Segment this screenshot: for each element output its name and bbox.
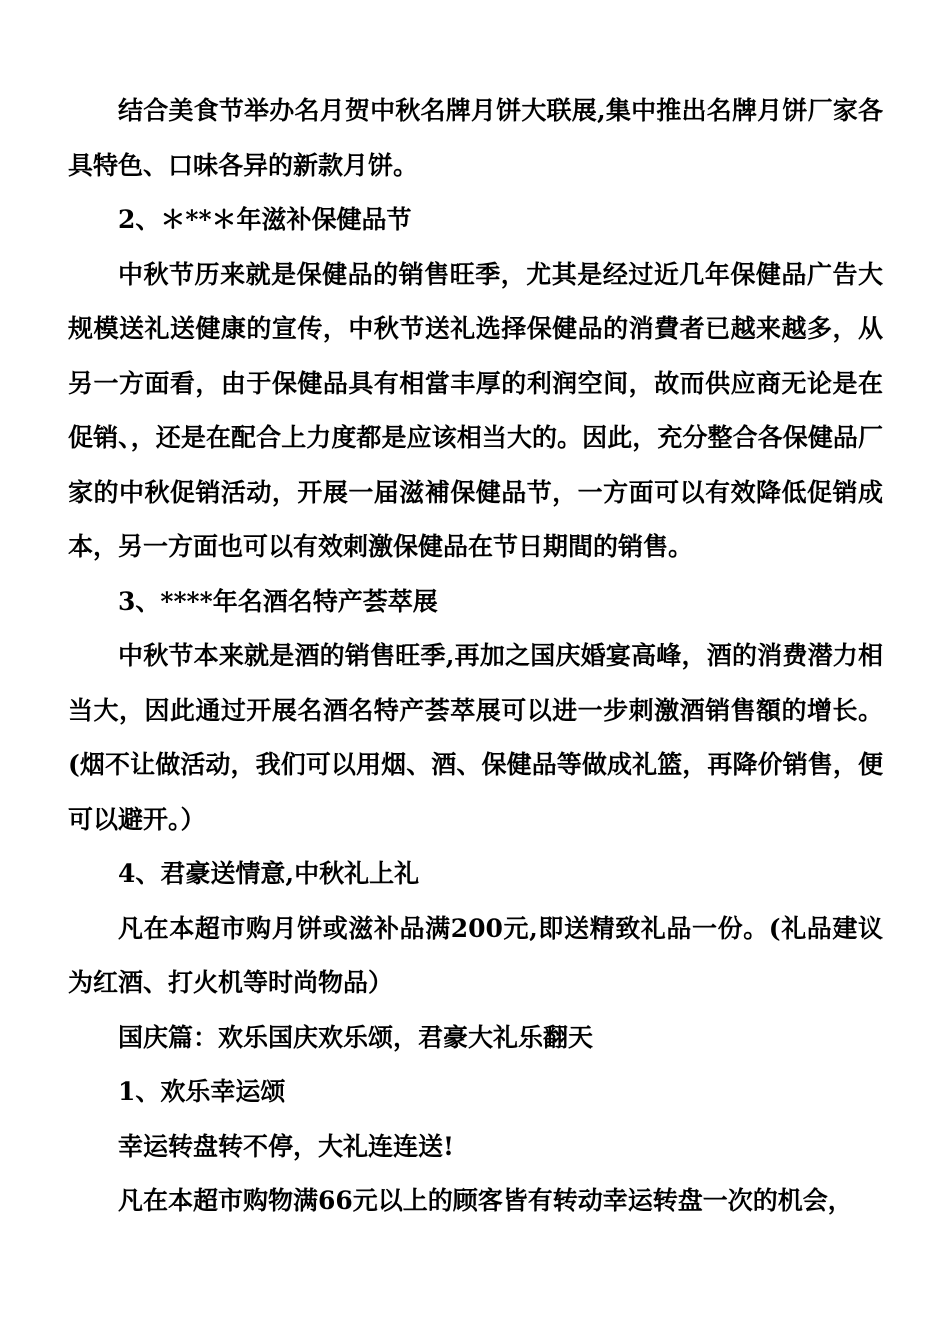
paragraph-lucky-wheel-rule: 凡在本超市购物满66元以上的顾客皆有转动幸运转盘一次的机会， [118,1186,853,1215]
document-body [68,84,883,1229]
paragraph-mooncake-expo: 结合美食节举办名月贺中秋名牌月饼大联展,集中推出名牌月饼厂家各具特色、口味各异的新款月饼。 [68,96,883,180]
paragraph-wine-specialty: 中秋节本来就是酒的销售旺季,再加之国庆婚宴高峰，酒的消费潜力相当大，因此通过开展名酒名特产荟萃展可以进一步刺激酒销售額的增长。(烟不让做活动，我们可以用烟、酒、保健品等做成礼篮，再降价销售，便可以避开。） [68,641,883,834]
heading-lucky-ode: 1、欢乐幸运颂 [118,1077,286,1106]
paragraph-mid-autumn-gift: 凡在本超市购月饼或滋补品满200元,即送精致礼品一份。(礼品建议为红酒、打火机等时尚物品） [68,913,883,997]
paragraph-lucky-wheel: 幸运转盘转不停，大礼连连送! [118,1131,454,1161]
heading-national-day: 国庆篇：欢乐国庆欢乐颂，君豪大礼乐翻天 [118,1022,594,1052]
paragraph-health-products: 中秋节历来就是保健品的销售旺季，尤其是经过近几年保健品广告大规模送礼送健康的宣传，中秋节送礼选择保健品的消費者已越来越多，从另一方面看，由于保健品具有相當丰厚的利润空间，故而供应商无论是在促销、，还是在配合上力度都是应该相当大的。因此，充分整合各保健品厂家的中秋促销活动，开展一届滋補保健品节，一方面可以有效降低促销成本，另一方面也可以有效刺激保健品在节日期間的销售。 [68,259,883,561]
heading-health-products-festival: 2、＊**＊年滋补保健品节 [118,205,412,234]
heading-mid-autumn-gift: 4、君豪送情意,中秋礼上礼 [118,859,420,888]
heading-wine-specialty-expo: 3、****年名酒名特产荟萃展 [118,586,438,616]
